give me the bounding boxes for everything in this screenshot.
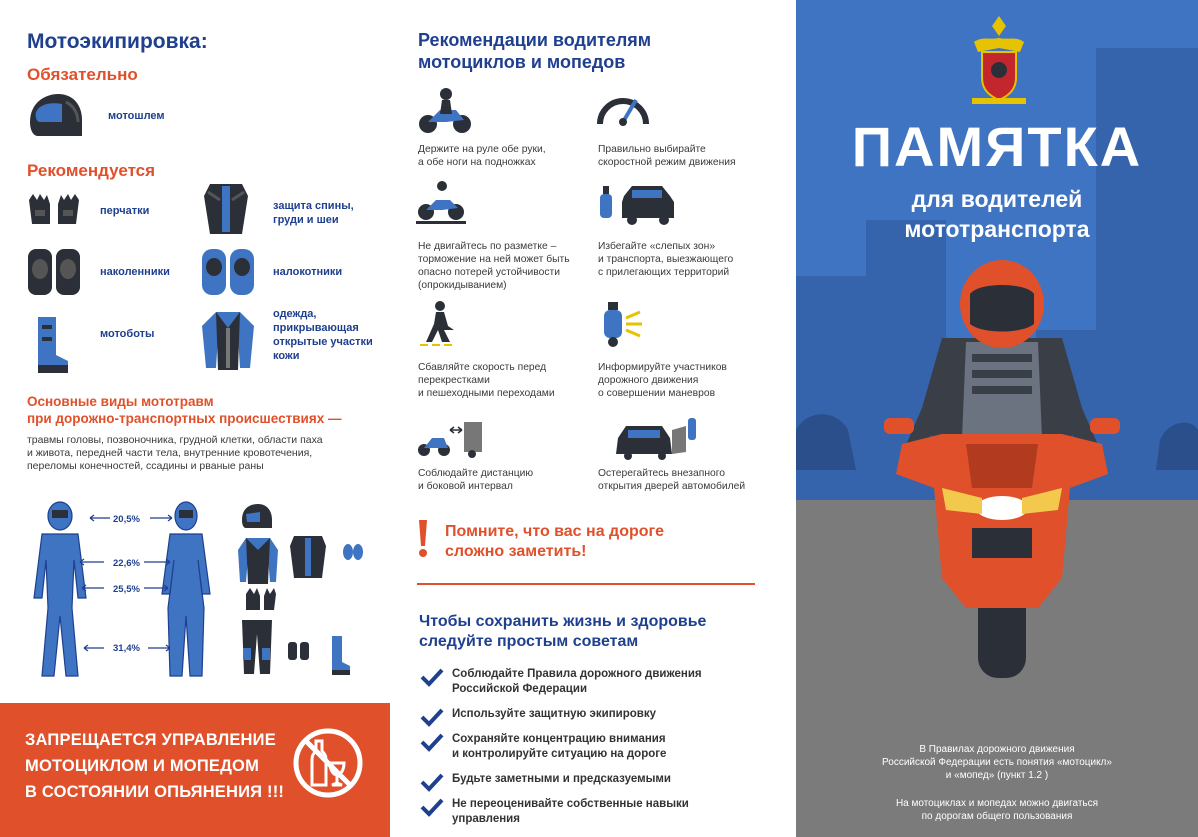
checkmark-icon [420, 732, 444, 752]
section-divider [417, 583, 755, 585]
injury-percent-1: 20,5% [113, 514, 140, 525]
pedestrian-crossing-icon [420, 300, 460, 346]
motorcycle-rider-icon [416, 86, 474, 136]
tip-speed-mode: Правильно выбирайте скоростной режим движения [598, 144, 736, 168]
recommendations-column: Рекомендации водителям мотоциклов и мопедов Держите на руле обе руки, а обе ноги на подножках Правильно выбирайте скоростной режим движения Не двигайтесь по разметке – торможение на ней может быть опасно потерей устойчивости (опрокидыванием) Избегайте «слепых зон» и транспорта, выезжающего с прилегающих территорий Сбавляйте скорость перед перекрестками и пешеходными переходами Информируйте участников дорожного движения о совершении маневров Соблюдайте дистанцию и боковой интервал Остерегайтесь внезапного открытия дверей автомобилей Помните, что вас на дороге сложно заметить! Чтобы сохранить жизнь и здоровье следуйте простым советам Соблюдайте Правила дорожного движения Российской Федерации Используйте защитную экипировку Сохраняйте концентрацию внимания и контролируйте ситуацию на дороге Будьте заметными и предсказуемыми Не переоценивайте собственные навыки управления [398, 0, 796, 837]
cover-subtitle-2: мототранспорта [904, 216, 1090, 242]
no-alcohol-icon [292, 727, 364, 799]
knee-pads-label: наколенники [100, 266, 170, 278]
ban-line-3: В СОСТОЯНИИ ОПЬЯНЕНИЯ !!! [25, 783, 285, 801]
police-emblem-icon [968, 12, 1030, 108]
injury-percent-4: 31,4% [113, 643, 140, 654]
speedometer-icon [596, 86, 650, 130]
distance-icon [416, 418, 484, 458]
back-protector-label: защита спины, груди и шеи [273, 200, 354, 226]
knee-pads-icon [26, 247, 82, 297]
recommended-heading: Рекомендуется [27, 161, 156, 180]
helmet-icon [26, 92, 84, 140]
injury-percent-3: 25,5% [113, 584, 140, 595]
checkmark-icon [420, 707, 444, 727]
tip-hands-on-wheel: Держите на руле обе руки, а обе ноги на подножках [418, 144, 546, 168]
boots-icon [32, 315, 72, 375]
remember-message: Помните, что вас на дороге сложно заметить! [445, 523, 665, 560]
blind-spot-icon [596, 182, 676, 226]
turn-signal-icon [596, 300, 646, 348]
tip-keep-distance: Соблюдайте дистанцию и боковой интервал [418, 468, 534, 492]
cover-footnote-2: На мотоциклах и мопедах можно двигаться по дорогам общего пользования [895, 798, 1099, 822]
gloves-icon [26, 190, 82, 228]
drunk-driving-ban-banner [0, 703, 390, 837]
elbow-pads-icon [200, 247, 256, 297]
tip-blind-spots: Избегайте «слепых зон» и транспорта, выезжающего с прилегающих территорий [598, 241, 734, 278]
injury-figures-illustration [24, 498, 374, 684]
cover-title: ПАМЯТКА [851, 115, 1143, 178]
recommendations-title: Рекомендации водителям мотоциклов и мопедов [418, 30, 652, 72]
jacket-icon [200, 308, 256, 372]
tip-road-marking: Не двигайтесь по разметке – торможение на ней может быть опасно потерей устойчивости (опрокидыванием) [418, 241, 570, 291]
gear-column [0, 0, 390, 837]
cover-panel [796, 0, 1198, 837]
cover-subtitle-1: для водителей [911, 186, 1083, 212]
exclamation-icon [418, 520, 428, 558]
tip-signal-maneuvers: Информируйте участников дорожного движения о совершении маневров [598, 362, 727, 399]
helmet-label: мотошлем [108, 110, 165, 122]
gear-title: Мотоэкипировка: [27, 30, 208, 53]
safety-tips-title: Чтобы сохранить жизнь и здоровье следуйте простым советам [419, 613, 707, 650]
car-door-icon [614, 412, 698, 460]
checkmark-icon [420, 797, 444, 817]
checkmark-icon [420, 667, 444, 687]
boots-label: мотоботы [100, 328, 155, 340]
injuries-title: Основные виды мототравм при дорожно-транспортных происшествиях — [27, 394, 342, 426]
injury-percent-2: 22,6% [113, 558, 140, 569]
road-marking-icon [416, 178, 466, 224]
ban-line-1: ЗАПРЕЩАЕТСЯ УПРАВЛЕНИЕ [25, 731, 276, 749]
tip-slow-at-crossings: Сбавляйте скорость перед перекрестками и пешеходными переходами [418, 362, 555, 399]
checkmark-icon [420, 772, 444, 792]
ban-line-2: МОТОЦИКЛОМ И МОПЕДОМ [25, 757, 260, 775]
cover-footnote-1: В Правилах дорожного движения Российской Федерации есть понятия «мотоцикл» и «мопед» (пункт 1.2 ) [882, 744, 1112, 781]
gloves-label: перчатки [100, 205, 150, 217]
elbow-pads-label: налокотники [273, 266, 343, 278]
tip-car-doors: Остерегайтесь внезапного открытия дверей автомобилей [598, 468, 746, 492]
injuries-text: травмы головы, позвоночника, грудной клетки, области паха и живота, передней части тела, внутренние кровотечения, переломы конечностей, ссадины и рваные раны [27, 434, 323, 472]
mandatory-heading: Обязательно [27, 65, 138, 84]
motorcycle-rider-illustration [882, 258, 1122, 678]
back-protector-icon [200, 180, 252, 236]
clothes-label: одежда, прикрывающая открытые участки кожи [273, 308, 373, 362]
